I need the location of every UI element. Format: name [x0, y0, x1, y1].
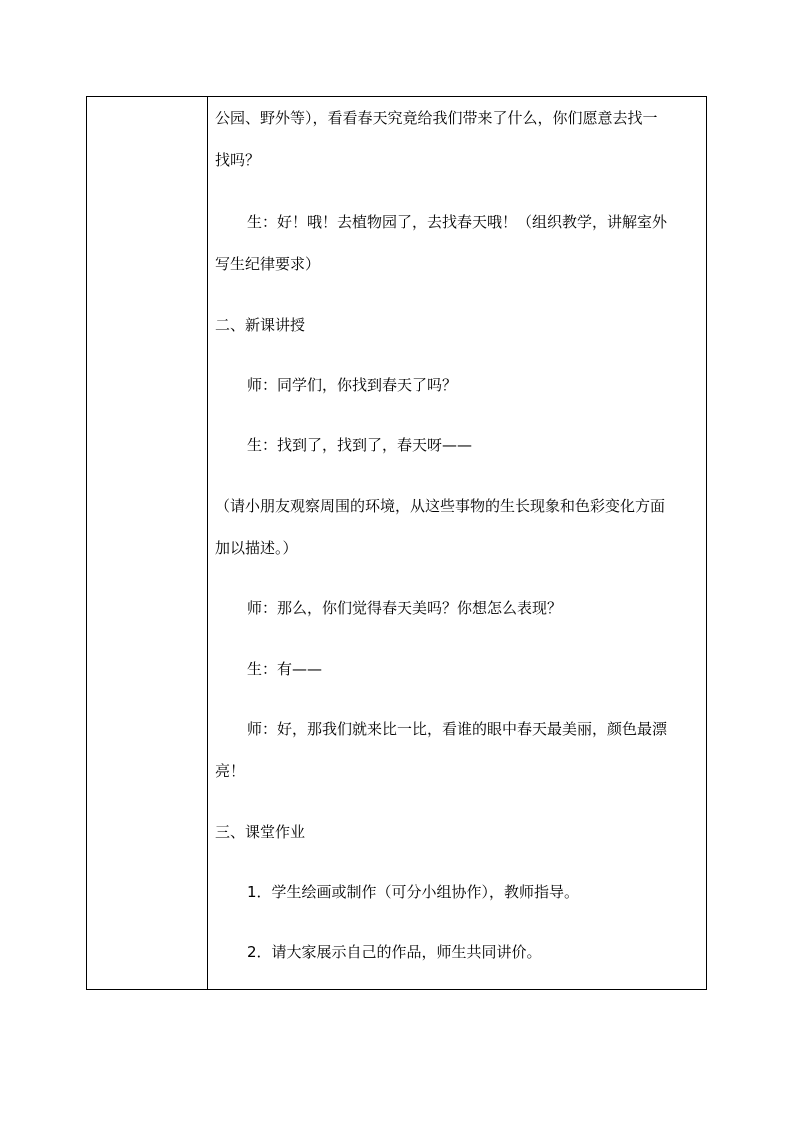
section-heading: 二、新课讲授 [215, 316, 306, 334]
paragraph-line: 师：那么，你们觉得春天美吗？你想怎么表现？ [247, 599, 563, 617]
paragraph-line: 师：好，那我们就来比一比，看谁的眼中春天最美丽，颜色最漂 [247, 720, 668, 738]
section-heading: 三、课堂作业 [215, 823, 306, 841]
lesson-content-cell [208, 97, 706, 989]
paragraph-line: 公园、野外等），看看春天究竟给我们带来了什么，你们愿意去找一 [215, 109, 658, 127]
list-item: 1．学生绘画或制作（可分小组协作），教师指导。 [247, 883, 580, 901]
paragraph-line: 加以描述。） [215, 539, 298, 557]
paragraph-line: （请小朋友观察周围的环境，从这些事物的生长现象和色彩变化方面 [215, 497, 666, 515]
paragraph-line: 找吗？ [215, 151, 261, 169]
paragraph-line: 写生纪律要求） [215, 255, 321, 273]
paragraph-line: 亮！ [215, 762, 246, 780]
list-item: 2．请大家展示自己的作品，师生共同讲价。 [247, 943, 542, 961]
paragraph-line: 生：找到了，找到了，春天呀—— [247, 436, 473, 454]
lesson-table [86, 96, 707, 990]
paragraph-line: 师：同学们，你找到春天了吗？ [247, 376, 458, 394]
paragraph-line: 生：好！哦！去植物园了，去找春天哦！（组织教学，讲解室外 [247, 213, 668, 231]
left-cell [87, 97, 207, 989]
paragraph-line: 生：有—— [247, 660, 323, 678]
